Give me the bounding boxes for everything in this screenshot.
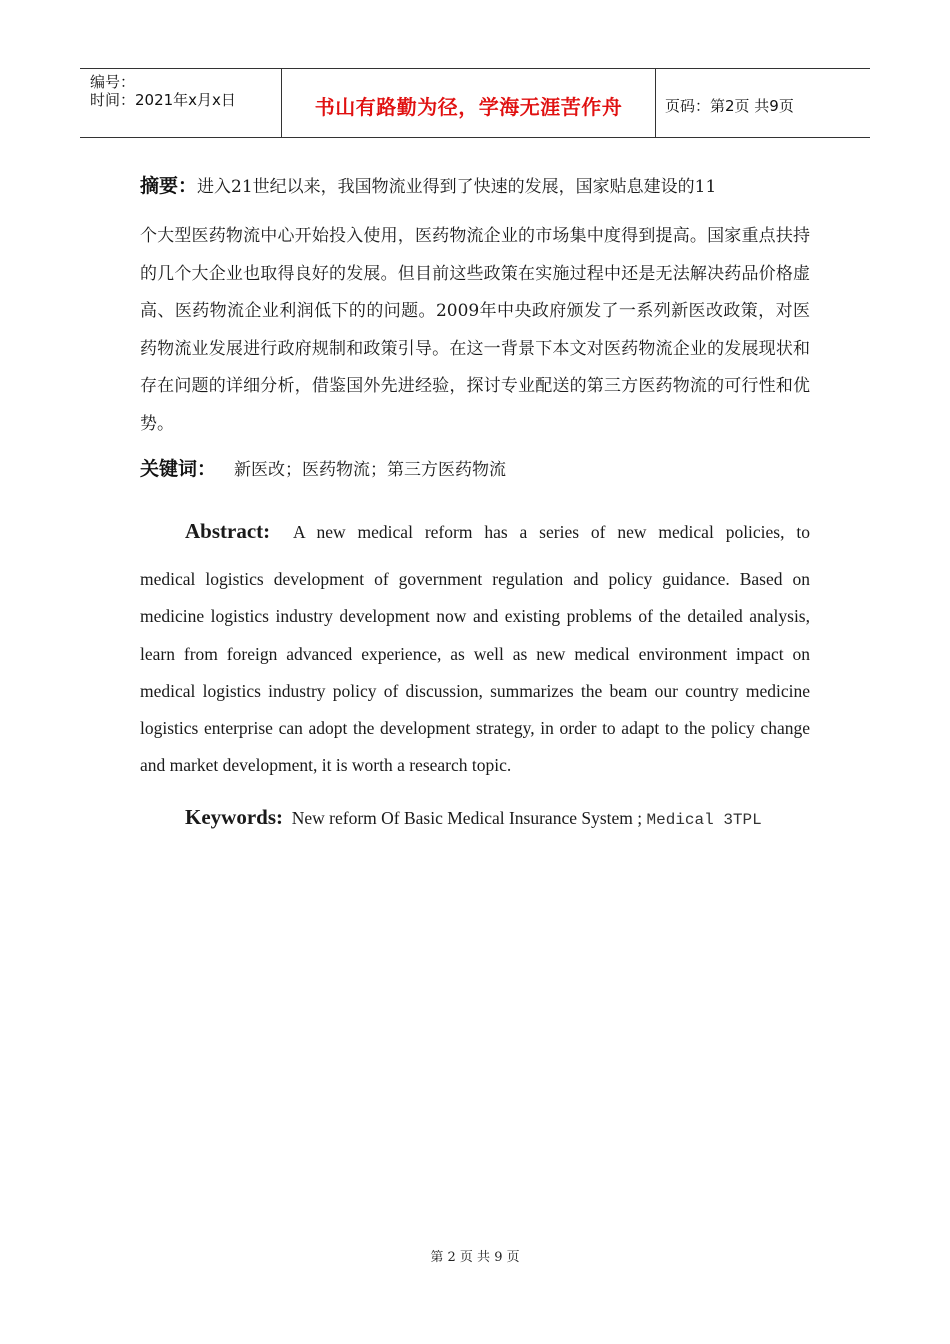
header-page-cell — [655, 69, 870, 137]
english-abstract-first-text: A new medical reform has a series of new medical policies, to — [292, 522, 810, 542]
chinese-abstract-label: 摘要： — [140, 175, 198, 197]
chinese-abstract-first-line — [140, 170, 810, 202]
english-keywords-label: Keywords: — [185, 805, 283, 829]
chinese-keywords — [140, 452, 810, 487]
english-abstract-body: medical logistics development of government regulation and policy guidance. Based on medicine logistics industry development now and existing problems of the detailed analysis, learn from foreign advanced experience, as well as new medical environment impact on medical logistics industry policy of discussion, summarizes the beam our country medicine logistics enterprise can adopt the development strategy, in order to adapt to the policy change and market development, it is worth a research topic. — [140, 569, 810, 776]
document-number-label: 编号： — [90, 73, 136, 91]
chinese-keywords-label: 关键词： — [140, 458, 217, 480]
header-motto: 书山有路勤为径，学海无涯苦作舟 — [314, 94, 623, 119]
english-keywords-mono-value: Medical 3TPL — [646, 811, 762, 829]
english-abstract-label: Abstract: — [185, 519, 271, 543]
chinese-abstract-body: 个大型医药物流中心开始投入使用，医药物流企业的市场集中度得到提高。国家重点扶持的几个大企业也取得良好的发展。但目前这些政策在实施过程中还是无法解决药品价格虚高、医药物流企业利润低下的的问题。2009年中央政府颁发了一系列新医改政策，对医药物流业发展进行政府规制和政策引导。在这一背景下本文对医药物流企业的发展现状和存在问题的详细分析，借鉴国外先进经验，探讨专业配送的第三方医药物流的可行性和优势。 — [140, 226, 810, 434]
english-abstract — [140, 514, 810, 785]
header-motto-cell — [281, 69, 656, 137]
english-keywords — [185, 800, 835, 837]
header-table — [80, 68, 870, 138]
english-abstract-first-line — [140, 514, 810, 549]
document-date: 时间：2021年x月x日 — [90, 91, 236, 109]
chinese-abstract-first-text: 进入21世纪以来，我国物流业得到了快速的发展，国家贴息建设的11 — [197, 177, 717, 197]
header-meta-cell — [80, 69, 281, 137]
header-page-info: 页码：第2页 共9页 — [665, 96, 794, 115]
chinese-abstract — [140, 170, 810, 443]
english-keywords-value: New reform Of Basic Medical Insurance System ; — [291, 808, 643, 828]
chinese-keywords-value: 新医改；医药物流；第三方医药物流 — [234, 460, 507, 480]
page-footer: 第 2 页 共 9 页 — [430, 1250, 520, 1265]
